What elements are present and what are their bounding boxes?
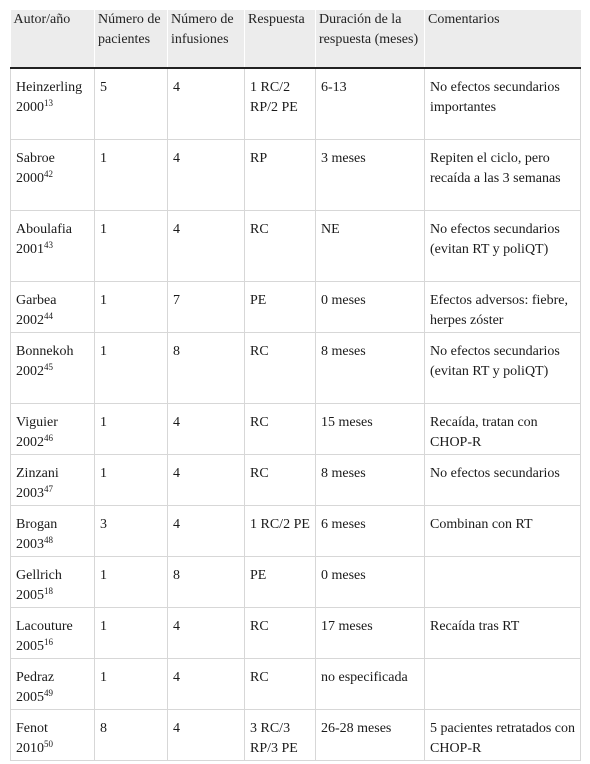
cell-duration: NE [316,210,425,281]
cell-duration: 6 meses [316,505,425,556]
cell-duration: 26-28 meses [316,709,425,760]
cell-comments: No efectos secundarios (evitan RT y poliQT) [425,210,581,281]
reference-number: 45 [44,361,53,372]
results-table-container [10,10,580,761]
table-header [11,10,581,68]
cell-author [11,281,95,332]
author-year: 2003 [16,536,44,552]
author-name: Pedraz [16,669,55,685]
author-year: 2005 [16,638,44,654]
cell-infusions: 4 [168,658,245,709]
cell-author [11,709,95,760]
cell-duration: 0 meses [316,556,425,607]
author-name: Heinzerling [16,80,83,95]
cell-author [11,556,95,607]
cell-infusions: 4 [168,210,245,281]
cell-response: RC [245,332,316,403]
table-row [11,139,581,210]
cell-infusions: 4 [168,505,245,556]
header-row [11,10,581,68]
cell-response: RC [245,658,316,709]
cell-response: 1 RC/2 RP/2 PE [245,68,316,139]
table-row [11,454,581,505]
author-name: Fenot [16,720,48,736]
cell-response: 3 RC/3 RP/3 PE [245,709,316,760]
cell-duration: 17 meses [316,607,425,658]
cell-duration: 8 meses [316,332,425,403]
cell-duration: 0 meses [316,281,425,332]
author-name: Aboulafia [16,221,72,237]
reference-number: 16 [44,636,53,647]
cell-infusions: 4 [168,709,245,760]
cell-comments: No efectos secundarios [425,454,581,505]
cell-patients: 1 [95,139,168,210]
cell-patients: 1 [95,403,168,454]
cell-comments [425,556,581,607]
table-body [11,68,581,760]
table-row [11,332,581,403]
author-name: Viguier [16,414,58,430]
cell-patients: 1 [95,210,168,281]
cell-comments: Efectos adversos: fiebre, herpes zóster [425,281,581,332]
cell-infusions: 8 [168,556,245,607]
cell-infusions: 8 [168,332,245,403]
cell-response: RC [245,607,316,658]
cell-response: PE [245,281,316,332]
cell-response: RC [245,403,316,454]
reference-number: 47 [44,483,53,494]
table-row [11,68,581,139]
header-patients: Número de pacientes [95,10,168,68]
reference-number: 13 [44,98,53,108]
cell-patients: 1 [95,281,168,332]
cell-duration: 3 meses [316,139,425,210]
author-year: 2000 [16,100,44,115]
author-name: Zinzani [16,465,59,481]
author-year: 2010 [16,740,44,756]
author-year: 2002 [16,363,44,379]
cell-author [11,68,95,139]
cell-response: RP [245,139,316,210]
reference-number: 42 [44,168,53,179]
cell-duration: 8 meses [316,454,425,505]
cell-duration: no especificada [316,658,425,709]
author-year: 2002 [16,434,44,450]
cell-comments: Combinan con RT [425,505,581,556]
table-row [11,210,581,281]
author-year: 2000 [16,170,44,186]
table-row [11,281,581,332]
cell-comments: 5 pacientes retratados con CHOP-R [425,709,581,760]
cell-patients: 1 [95,454,168,505]
table-row [11,556,581,607]
cell-patients: 1 [95,556,168,607]
cell-author [11,403,95,454]
results-table [10,10,581,761]
cell-patients: 8 [95,709,168,760]
header-response: Respuesta [245,10,316,68]
reference-number: 46 [44,432,53,443]
author-name: Brogan [16,516,58,532]
cell-author [11,210,95,281]
cell-author [11,607,95,658]
reference-number: 50 [44,738,53,749]
reference-number: 49 [44,687,53,698]
cell-comments: Repiten el ciclo, pero recaída a las 3 semanas [425,139,581,210]
header-comments: Comentarios [425,10,581,68]
cell-comments [425,658,581,709]
cell-duration: 15 meses [316,403,425,454]
author-name: Sabroe [16,150,55,166]
table-row [11,403,581,454]
table-row [11,505,581,556]
reference-number: 43 [44,239,53,250]
cell-author [11,139,95,210]
table-row [11,658,581,709]
header-author: Autor/año [11,10,95,68]
author-name: Bonnekoh [16,343,74,359]
cell-patients: 1 [95,332,168,403]
author-name: Gellrich [16,567,62,583]
cell-author [11,454,95,505]
author-year: 2001 [16,241,44,257]
cell-comments: No efectos secundarios importantes [425,68,581,139]
author-name: Garbea [16,292,57,308]
cell-author [11,332,95,403]
cell-comments: Recaída, tratan con CHOP-R [425,403,581,454]
author-year: 2005 [16,689,44,705]
cell-infusions: 4 [168,454,245,505]
cell-author [11,505,95,556]
cell-duration: 6-13 [316,68,425,139]
reference-number: 44 [44,310,53,321]
table-row [11,709,581,760]
cell-patients: 1 [95,658,168,709]
cell-comments: No efectos secundarios (evitan RT y poliQT) [425,332,581,403]
cell-infusions: 4 [168,403,245,454]
author-name: Lacouture [16,618,73,634]
cell-patients: 1 [95,607,168,658]
author-year: 2002 [16,312,44,328]
cell-infusions: 7 [168,281,245,332]
cell-response: PE [245,556,316,607]
cell-patients: 5 [95,68,168,139]
reference-number: 48 [44,534,53,545]
author-year: 2005 [16,587,44,603]
cell-infusions: 4 [168,607,245,658]
cell-response: 1 RC/2 PE [245,505,316,556]
cell-infusions: 4 [168,139,245,210]
header-duration: Duración de la respuesta (meses) [316,10,425,68]
cell-response: RC [245,210,316,281]
cell-response: RC [245,454,316,505]
cell-comments: Recaída tras RT [425,607,581,658]
author-year: 2003 [16,485,44,501]
reference-number: 18 [44,585,53,596]
cell-patients: 3 [95,505,168,556]
cell-infusions: 4 [168,68,245,139]
header-infusions: Número de infusiones [168,10,245,68]
table-row [11,607,581,658]
cell-author [11,658,95,709]
